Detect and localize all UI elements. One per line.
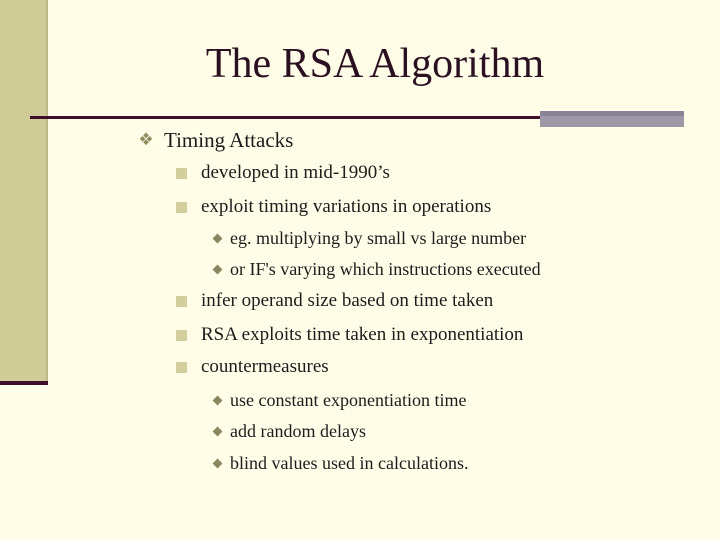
bullet-text: blind values used in calculations.: [230, 453, 469, 473]
bullet-text: or IF's varying which instructions executed: [230, 259, 541, 279]
diamond-bullet-icon: [213, 395, 223, 405]
bullet-level1: [137, 127, 293, 153]
square-bullet-icon: [176, 168, 187, 179]
bullet-text: exploit timing variations in operations: [201, 196, 492, 217]
bullet-level2: [176, 289, 493, 313]
bullet-level2: [176, 195, 491, 219]
bullet-text: countermeasures: [201, 356, 329, 377]
bullet-level3: [212, 452, 468, 474]
bullet-text: eg. multiplying by small vs large number: [230, 228, 527, 248]
bullet-level2: [176, 323, 523, 347]
bullet-level3: [212, 227, 526, 249]
four-diamond-bullet-icon: ❖: [138, 130, 154, 149]
bullet-level2: [176, 161, 390, 185]
square-bullet-icon: [176, 296, 187, 307]
bullet-text: RSA exploits time taken in exponentiation: [201, 324, 524, 345]
square-bullet-icon: [176, 362, 187, 373]
slide-title: The RSA Algorithm: [205, 41, 545, 87]
left-accent-rule: [0, 381, 48, 385]
diamond-bullet-icon: [213, 426, 223, 436]
bullet-text: use constant exponentiation time: [230, 390, 467, 410]
bullet-level3: [212, 420, 366, 442]
bullet-text: Timing Attacks: [164, 128, 294, 152]
diamond-bullet-icon: [213, 458, 223, 468]
diamond-bullet-icon: [213, 233, 223, 243]
bullet-level3: [212, 389, 466, 411]
bullet-text: developed in mid-1990’s: [201, 162, 390, 183]
title-rule-accent-stripe: [540, 111, 684, 116]
bullet-level2: [176, 355, 329, 379]
bullet-text: infer operand size based on time taken: [201, 290, 494, 311]
bullet-level3: [212, 258, 541, 280]
diamond-bullet-icon: [213, 264, 223, 274]
square-bullet-icon: [176, 202, 187, 213]
bullet-text: add random delays: [230, 421, 366, 441]
square-bullet-icon: [176, 330, 187, 341]
